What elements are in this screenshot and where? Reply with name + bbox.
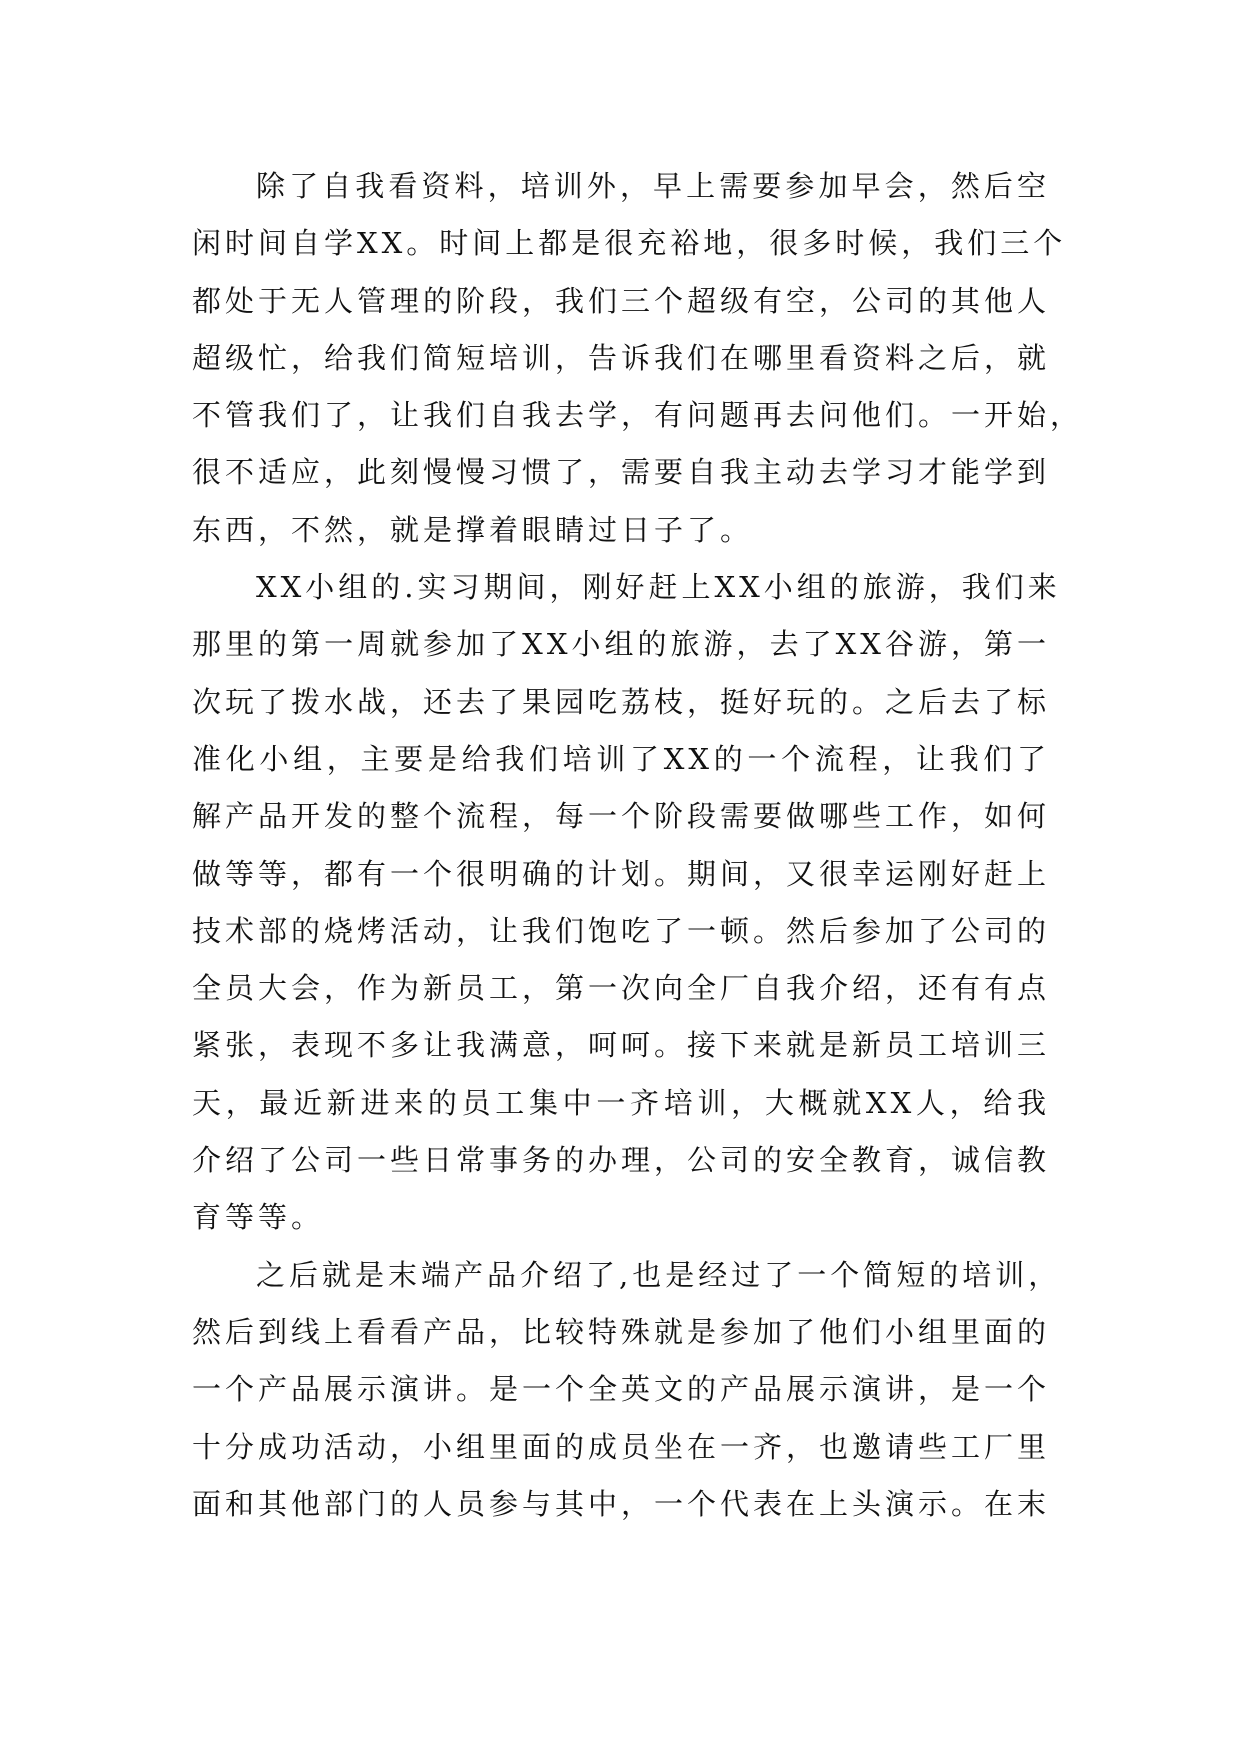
text-line: 介绍了公司一些日常事务的办理，公司的安全教育，诚信教 [192,1143,1051,1178]
paragraph [192,559,1061,1247]
text-line: 做等等，都有一个很明确的计划。期间，又很幸运刚好赶上 [192,856,1051,891]
text-line: 十分成功活动，小组里面的成员坐在一齐，也邀请些工厂里 [192,1429,1051,1464]
text-line: 解产品开发的整个流程，每一个阶段需要做哪些工作，如何 [192,799,1051,834]
text-line: 紧张，表现不多让我满意，呵呵。接下来就是新员工培训三 [192,1028,1051,1063]
text-line: 很不适应，此刻慢慢习惯了，需要自我主动去学习才能学到 [192,455,1051,490]
text-line: 技术部的烧烤活动，让我们饱吃了一顿。然后参加了公司的 [192,913,1051,948]
text-line: 除了自我看资料，培训外，早上需要参加早会，然后空 [256,169,1050,203]
paragraph [192,158,1084,559]
text-line: 天，最近新进来的员工集中一齐培训，大概就XX人，给我 [192,1085,1050,1120]
text-line: 一个产品展示演讲。是一个全英文的产品展示演讲，是一个 [192,1372,1051,1407]
text-line: XX小组的.实习期间，刚好赶上XX小组的旅游，我们来 [256,570,1061,605]
text-line: 闲时间自学XX。时间上都是很充裕地，很多时候，我们三个 [192,226,1067,261]
text-line: 全员大会，作为新员工，第一次向全厂自我介绍，还有有点 [192,971,1051,1006]
text-line: 次玩了拨水战，还去了果园吃荔枝，挺好玩的。之后去了标 [192,684,1051,719]
paragraph [192,1247,1062,1533]
text-line: 那里的第一周就参加了XX小组的旅游，去了XX谷游，第一 [192,627,1050,662]
text-line: 面和其他部门的人员参与其中，一个代表在上头演示。在末 [192,1486,1051,1521]
text-line: 准化小组，主要是给我们培训了XX的一个流程，让我们了 [192,741,1050,776]
text-line: 都处于无人管理的阶段，我们三个超级有空，公司的其他人 [192,283,1051,318]
text-line: 不管我们了，让我们自我去学，有问题再去问他们。一开始， [192,398,1084,433]
text-line: 育等等。 [192,1200,325,1235]
document-body [192,158,1084,1533]
text-line: 之后就是末端产品介绍了,也是经过了一个简短的培训， [256,1257,1062,1292]
text-line: 超级忙，给我们简短培训，告诉我们在哪里看资料之后，就 [192,340,1051,375]
text-line: 东西，不然，就是撑着眼睛过日子了。 [192,512,754,547]
text-line: 然后到线上看看产品，比较特殊就是参加了他们小组里面的 [192,1314,1051,1349]
